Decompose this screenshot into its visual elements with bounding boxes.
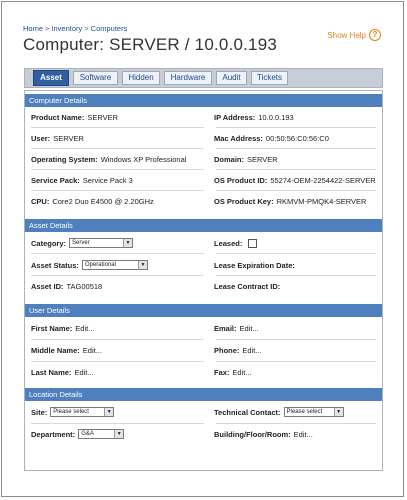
building-edit-link[interactable]: Edit... (293, 429, 313, 439)
service-pack-field (31, 171, 133, 189)
phone-edit-link[interactable]: Edit... (242, 345, 262, 355)
ip-address-field (214, 108, 294, 126)
site-field (31, 403, 114, 421)
row-divider (31, 190, 376, 191)
chevron-down-icon: ▼ (114, 430, 123, 438)
site-select-value: Please select (53, 409, 89, 415)
cpu-value: Core2 Duo E4500 @ 2.20GHz (52, 196, 154, 206)
asset-id-value: TAG00518 (66, 281, 103, 291)
phone-field (214, 341, 262, 359)
tab-tickets[interactable]: Tickets (251, 71, 288, 85)
email-field (214, 319, 259, 337)
fax-field (214, 363, 252, 381)
product-name-value: SERVER (87, 112, 119, 122)
first-name-edit-link[interactable]: Edit... (75, 323, 95, 333)
breadcrumb-home[interactable]: Home (23, 24, 44, 33)
leased-checkbox[interactable] (248, 239, 257, 248)
row-divider (31, 423, 376, 424)
operating-system-field (31, 150, 186, 168)
question-circle-icon[interactable]: ? (369, 29, 381, 41)
row-divider (31, 339, 376, 340)
chevron-down-icon: ▼ (123, 239, 132, 247)
row-divider (31, 169, 376, 170)
breadcrumb-separator: > (84, 24, 89, 33)
fax-edit-link[interactable]: Edit... (232, 367, 252, 377)
last-name-edit-link[interactable]: Edit... (74, 367, 94, 377)
category-select-value: Server (72, 240, 90, 246)
middle-name-field (31, 341, 102, 359)
building-field (214, 425, 313, 443)
cpu-field (31, 192, 154, 210)
building-label: Building/Floor/Room: (214, 429, 291, 439)
ip-address-value: 10.0.0.193 (258, 112, 294, 122)
user-field (31, 129, 84, 147)
category-field (31, 234, 133, 252)
tab-audit[interactable]: Audit (216, 71, 247, 85)
user-label: User: (31, 133, 51, 143)
lease-expiration-field (214, 256, 298, 274)
os-product-id-value: 55274-OEM-2254422-SERVER (270, 175, 376, 185)
asset-status-select-value: Operational (84, 262, 116, 268)
computer-details-heading: Computer Details (25, 94, 382, 107)
os-product-key-field (214, 192, 366, 210)
domain-field (214, 150, 278, 168)
cpu-label: CPU: (31, 196, 50, 206)
row-divider (31, 275, 376, 276)
chevron-down-icon: ▼ (104, 408, 113, 416)
site-label: Site: (31, 407, 48, 417)
technical-contact-field (214, 403, 344, 421)
email-label: Email: (214, 323, 237, 333)
mac-address-label: Mac Address: (214, 133, 263, 143)
middle-name-label: Middle Name: (31, 345, 80, 355)
operating-system-value: Windows XP Professional (100, 154, 187, 164)
asset-id-label: Asset ID: (31, 281, 64, 291)
asset-id-field (31, 277, 102, 295)
tab-software[interactable]: Software (73, 71, 118, 85)
department-select-value: G&A (81, 431, 94, 437)
os-product-id-label: OS Product ID: (214, 175, 268, 185)
show-help-label: Show Help (327, 30, 366, 40)
tab-hidden[interactable]: Hidden (122, 71, 160, 85)
technical-contact-label: Technical Contact: (214, 407, 281, 417)
lease-contract-field (214, 277, 283, 295)
fax-label: Fax: (214, 367, 230, 377)
technical-contact-select[interactable] (284, 407, 344, 417)
row-divider (31, 127, 376, 128)
tab-hardware[interactable]: Hardware (164, 71, 212, 85)
asset-status-field (31, 256, 148, 274)
first-name-field (31, 319, 94, 337)
ip-address-label: IP Address: (214, 112, 256, 122)
department-field (31, 425, 124, 443)
phone-label: Phone: (214, 345, 240, 355)
category-label: Category: (31, 238, 67, 248)
first-name-label: First Name: (31, 323, 73, 333)
tab-bar (24, 68, 383, 88)
department-label: Department: (31, 429, 76, 439)
lease-expiration-label: Lease Expiration Date: (214, 260, 295, 270)
service-pack-label: Service Pack: (31, 175, 80, 185)
middle-name-edit-link[interactable]: Edit... (82, 345, 102, 355)
main-window (1, 1, 404, 497)
department-select[interactable] (78, 429, 124, 439)
technical-contact-select-value: Please select (286, 409, 323, 415)
chevron-down-icon: ▼ (138, 261, 147, 269)
page-title: Computer: SERVER / 10.0.0.193 (23, 35, 278, 54)
chevron-down-icon: ▼ (334, 408, 343, 416)
email-edit-link[interactable]: Edit... (239, 323, 259, 333)
service-pack-value: Service Pack 3 (82, 175, 133, 185)
leased-field (214, 234, 257, 252)
user-details-heading: User Details (25, 304, 382, 317)
domain-value: SERVER (247, 154, 278, 164)
mac-address-value: 00:50:56:C0:56:C0 (265, 133, 329, 143)
product-name-label: Product Name: (31, 112, 85, 122)
asset-details-heading: Asset Details (25, 219, 382, 232)
row-divider (31, 148, 376, 149)
leased-label: Leased: (214, 238, 243, 248)
last-name-label: Last Name: (31, 367, 72, 377)
mac-address-field (214, 129, 329, 147)
lease-contract-label: Lease Contract ID: (214, 281, 281, 291)
domain-label: Domain: (214, 154, 244, 164)
asset-status-select[interactable] (82, 260, 148, 270)
site-select[interactable] (50, 407, 114, 417)
os-product-id-field (214, 171, 376, 189)
breadcrumb-separator: > (45, 24, 50, 33)
asset-status-label: Asset Status: (31, 260, 79, 270)
location-details-heading: Location Details (25, 388, 382, 401)
show-help-link[interactable] (327, 29, 381, 41)
last-name-field (31, 363, 94, 381)
os-product-key-value: RKMVM-PMQK4-SERVER (276, 196, 367, 206)
row-divider (31, 253, 376, 254)
operating-system-label: Operating System: (31, 154, 98, 164)
product-name-field (31, 108, 118, 126)
asset-panel (24, 90, 383, 471)
tab-asset[interactable]: Asset (33, 70, 69, 86)
breadcrumb-inventory[interactable]: Inventory (51, 24, 83, 33)
breadcrumb-computers[interactable]: Computers (90, 24, 128, 33)
row-divider (31, 361, 376, 362)
breadcrumb (23, 24, 127, 33)
os-product-key-label: OS Product Key: (214, 196, 274, 206)
category-select[interactable] (69, 238, 133, 248)
user-value: SERVER (53, 133, 84, 143)
